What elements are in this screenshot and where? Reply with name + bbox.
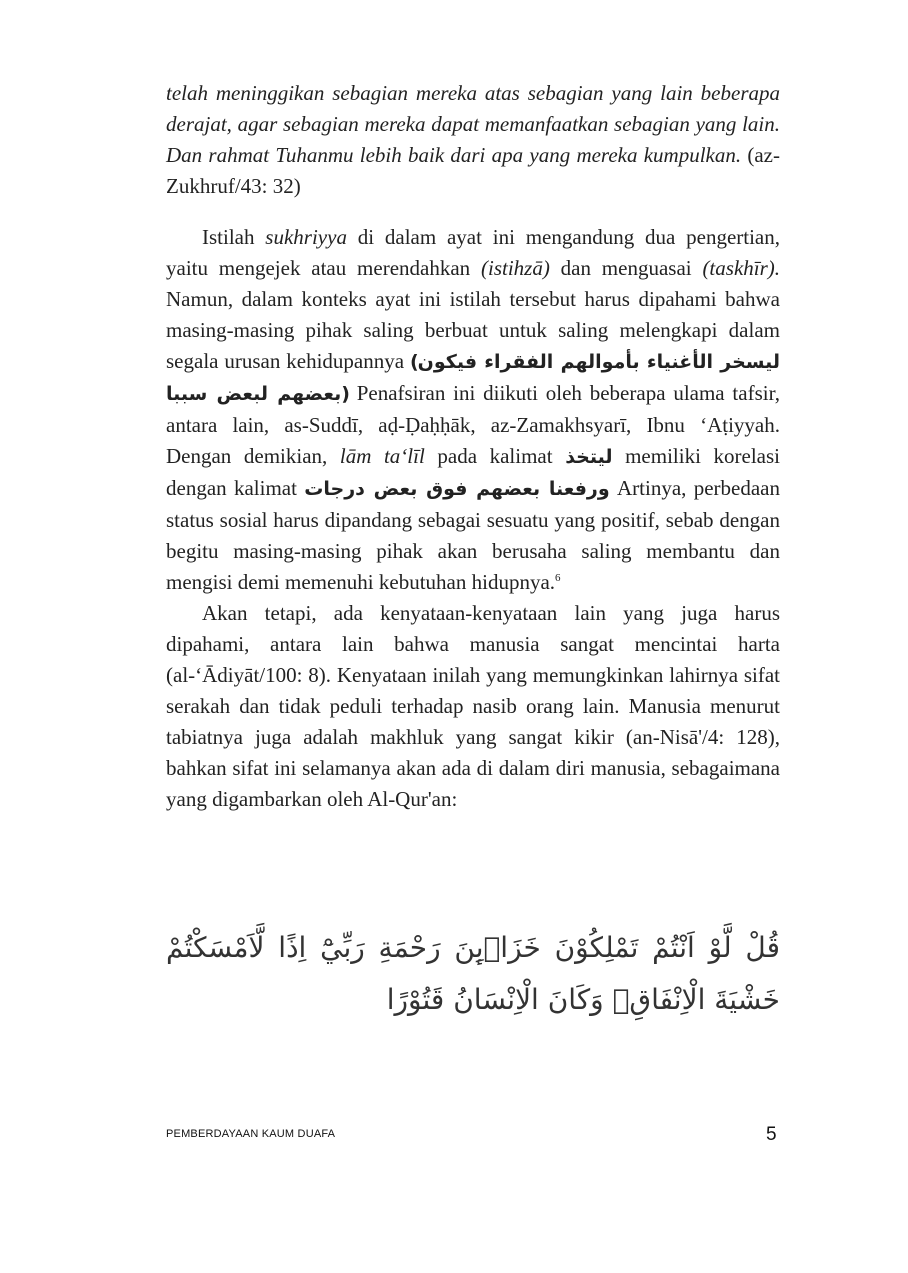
p1-text-c: dan menguasai: [549, 256, 703, 280]
quote-reference: (az-Zukhruf/43: 32): [166, 143, 780, 198]
term-lam-talil: lām ta‘līl: [339, 444, 425, 468]
arabic-verse: قُلْ لَّوْ اَنْتُمْ تَمْلِكُوْنَ خَزَاۤىِٕنَ رَحْمَةِ رَبِّيْٓ اِذًا لَّاَمْسَكْتُمْ خَشْيَةَ الْاِنْفَاقِۗ وَكَانَ الْاِنْسَانُ قَتُوْرًا: [166, 931, 780, 1016]
p1-text-b: di dalam ayat ini mengandung dua pengertian, yaitu mengejek atau merendahkan: [166, 225, 780, 280]
body-text: [166, 222, 780, 815]
paragraph-1: [166, 222, 780, 598]
p1-text-e: Penafsiran ini diikuti oleh beberapa ulama tafsir, antara lain, as-Suddī, aḍ-Ḍaḥḥāk, az-Zamakhsyarī, Ibnu ‘Aṭiyyah. Dengan demikian,: [166, 381, 780, 468]
quran-translation-quote: [166, 78, 780, 202]
term-taskhir: (taskhīr).: [702, 256, 781, 280]
term-istihza: (istihzā): [481, 256, 550, 280]
paragraph-2: Akan tetapi, ada kenyataan-kenyataan lain yang juga harus dipahami, antara lain bahwa manusia sangat mencintai harta (al-‘Ādiyāt/100: 8). Kenyataan inilah yang memungkinkan lahirnya sifat serakah dan tidak peduli terhadap nasib orang lain. Manusia menurut tabiatnya juga adalah makhluk yang sangat kikir (an-Nisā'/4: 128), bahkan sifat ini selamanya akan ada di dalam diri manusia, sebagaimana yang digambarkan oleh Al-Qur'an:: [166, 601, 780, 811]
running-title: PEMBERDAYAAN KAUM DUAFA: [166, 1128, 336, 1140]
arabic-inline-1: (ليسخر الأغنياء بأموالهم الفقراء فيكون بعضهم لبعض سببا): [166, 351, 780, 405]
term-sukhriyya: sukhriyya: [265, 225, 347, 249]
arabic-inline-2: ليتخذ: [565, 446, 613, 468]
page-number: 5: [766, 1124, 777, 1145]
quote-text: telah meninggikan sebagian mereka atas sebagian yang lain beberapa derajat, agar sebagian mereka dapat memanfaatkan sebagian yang lain. Dan rahmat Tuhanmu lebih baik dari apa yang mereka kumpulkan.: [166, 81, 780, 167]
p1-text-h: Artinya, perbedaan status sosial harus dipandang sebagai sesuatu yang positif, sebab dengan begitu masing-masing pihak akan berusaha saling membantu dan mengisi demi memenuhi kebutuhan hidupnya.: [166, 476, 780, 594]
footnote-marker[interactable]: 6: [555, 572, 561, 584]
p1-text-g: memiliki korelasi dengan kalimat: [166, 444, 780, 500]
p1-text-d: Namun, dalam konteks ayat ini istilah tersebut harus dipahami bahwa masing-masing pihak saling berbuat untuk saling melengkapi dalam segala urusan kehidupannya: [166, 287, 780, 373]
p1-text-f: pada kalimat: [424, 444, 566, 468]
p1-text-a: Istilah: [202, 225, 266, 249]
arabic-inline-3: ورفعنا بعضهم فوق بعض درجات: [304, 478, 610, 500]
